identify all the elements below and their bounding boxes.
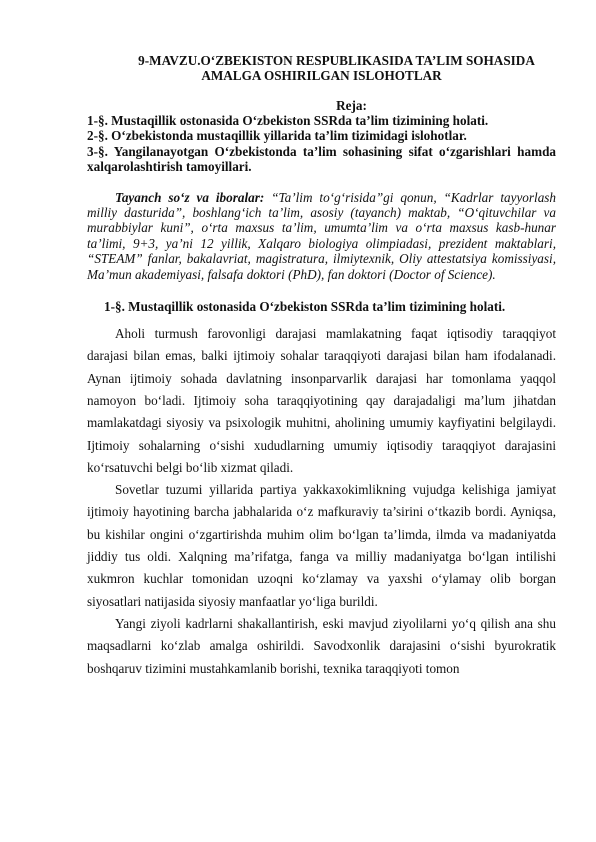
plan-list — [87, 113, 556, 175]
plan-item: 1-§. Mustaqillik ostonasida O‘zbekiston SSRda ta’lim tizimining holati. — [87, 113, 489, 128]
body-paragraph: Sovetlar tuzumi yillarida partiya yakkaxokimlikning vujudga kelishiga jamiyat ijtimoiy hayotining barcha jabhalarida o‘z mafkuraviy ta’sirini o‘tkazib bordi. Ayniqsa, bu kishilar ongini o‘zgartirishda muhim olim bo‘lgan ta’limda, ilmda va madaniyatda jiddiy tus oldi. Xalqning ma’rifatga, fanga va milliy madaniyatga bo‘lgan intilishi xukmron kuchlar tomonidan uzoqni ko‘zlamay va yaxshi o‘ylamay olib borgan siyosatlari natijasida siyosiy manfaatlar yo‘liga burildi. — [87, 482, 556, 609]
plan-heading: Reja: — [336, 98, 367, 113]
document-title — [87, 53, 556, 83]
title-line-2: AMALGA OSHIRILGAN ISLOHOTLAR — [201, 68, 442, 83]
body-paragraph: Yangi ziyoli kadrlarni shakallantirish, eski mavjud ziyolilarni yo‘q qilish ana shu maqsadlarni ko‘zlab amalga oshirildi. Savodxonlik darajasini o‘sishi byurokratik boshqaruv tizimini mustahkamlanib borishi, texnika taraqqiyoti tomon — [87, 615, 556, 676]
keywords-paragraph — [87, 190, 556, 282]
keywords-text: “Ta’lim to‘g‘risida”gi qonun, “Kadrlar tayyorlash milliy dasturida”, boshlang‘ich ta’lim, asosiy (tayanch) maktab, “O‘qituvchilar va murabbiylar kuni”, o‘rta maxsus ta’lim, umumta’lim va o‘rta maxsus kasb-hunar ta’limi, 9+3, ya’ni 12 yillik, Xalqaro biologiya olimpiadasi, prezident maktablari, “STEAM” fanlar, bakalavriat, magistratura, ilmiytexnik, Oliy attestatsiya komissiyasi, Ma’mun akademiyasi, falsafa doktori (PhD), fan doktori (Doctor of Science). — [87, 189, 557, 282]
document-page — [87, 53, 556, 680]
title-line-1: 9-MAVZU.O‘ZBEKISTON RESPUBLIKASIDA TA’LIM SOHASIDA — [138, 53, 535, 68]
section-heading: 1-§. Mustaqillik ostonasida O‘zbekiston SSRda ta’lim tizimining holati. — [104, 299, 506, 315]
keywords-label: Tayanch so‘z va iboralar: — [115, 189, 265, 205]
body-paragraph: Aholi turmush farovonligi darajasi mamlakatning faqat iqtisodiy taraqqiyot darajasi bilan emas, balki ijtimoiy sohalar taraqqiyoti darajasi bilan ham ifodalanadi. Aynan ijtimoiy sohada davlatning insonparvarlik darajasi har tomonlama yaqqol namoyon bo‘ladi. Ijtimoiy soha taraqqiyotining qay darajadaligi ma’lum jihatdan mamlakatdagi siyosiy va psixologik muhitni, aholining umumiy kayfiyatini belgilaydi. Ijtimoiy sohalarning o‘sishi xududlarning umumiy iqtisodiy taraqqiyot darajasini ko‘rsatuvchi belgi bo‘lib xizmat qiladi. — [87, 326, 556, 475]
plan-item: 3-§. Yangilanayotgan O‘zbekistonda ta’lim sohasining sifat o‘zgarishlari hamda xalqarolashtirish tamoyillari. — [87, 143, 556, 175]
plan-item: 2-§. O‘zbekistonda mustaqillik yillarida ta’lim tizimidagi islohotlar. — [87, 128, 467, 144]
